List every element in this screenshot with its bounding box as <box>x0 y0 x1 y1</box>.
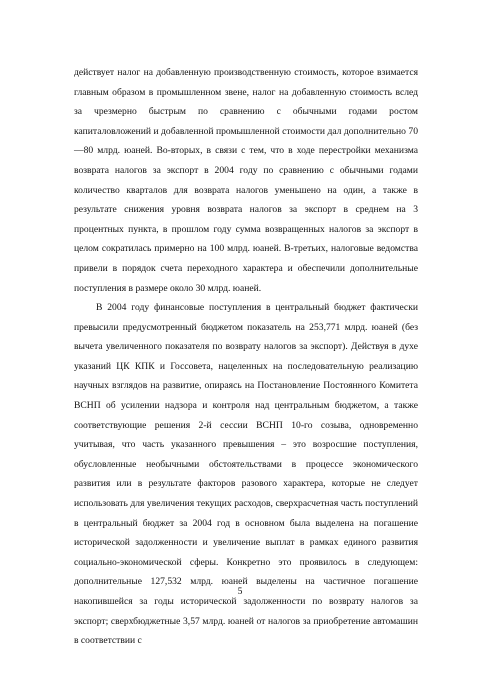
paragraph-text: В 2004 году финансовые поступления в центральный бюджет фактически превысили предусмотренный бюджетом показатель на 253,771 млрд. юаней (без вычета увеличенного показателя по возврату налогов за экспорт). Действуя в духе указаний ЦК КПК и Госсовета, нацеленных на последовательную реализацию научных взглядов на развитие, опираясь на Постановление Постоянного Комитета ВСНП об усилении надзора и контроля над центральным бюджетом, а также соответствующие решения 2-й сессии ВСНП 10-го созыва, одновременно учитывая, что часть указанного превышения – это возросшие поступления, обусловленные необычными обстоятельствами в процессе экономического развития или в результате факторов разового характера, которые не следует использовать для увеличения текущих расходов, сверхрасчетная часть поступлений в центральный бюджет за 2004 год в основном была выделена на погашение исторической задолженности и увеличение выплат в рамках единого развития социально-экономической сферы. Конкретно это проявилось в следующем: дополнительные 127,532 млрд. юаней выделены на частичное погашение накопившейся за годы исторической задолженности по возврату налогов за экспорт; сверхбюджетные 3,57 млрд. юаней от налогов за приобретение автомашин в соответствии с <box>74 302 418 647</box>
paragraph-text: действует налог на добавленную производственную стоимость, которое взимается главным образом в промышленном звене, налог на добавленную стоимость вслед за чрезмерно быстрым по сравнению с обычными годами ростом капиталовложений и добавленной промышленной стоимости дал дополнительно 70—80 млрд. юаней. Во-вторых, в связи с тем, что в ходе перестройки механизма возврата налогов за экспорт в 2004 году по сравнению с обычными годами количество кварталов для возврата налогов уменьшено на один, а также в результате снижения уровня возврата налогов за экспорт в среднем на 3 процентных пункта, в прошлом году сумма возвращенных налогов за экспорт в целом сократилась примерно на 100 млрд. юаней. В-третьих, налоговые ведомства привели в порядок счета переходного характера и обеспечили дополнительные поступления в размере около 30 млрд. юаней. <box>74 67 418 294</box>
page-number: 5 <box>237 586 243 597</box>
body-paragraph-1 <box>74 63 418 298</box>
